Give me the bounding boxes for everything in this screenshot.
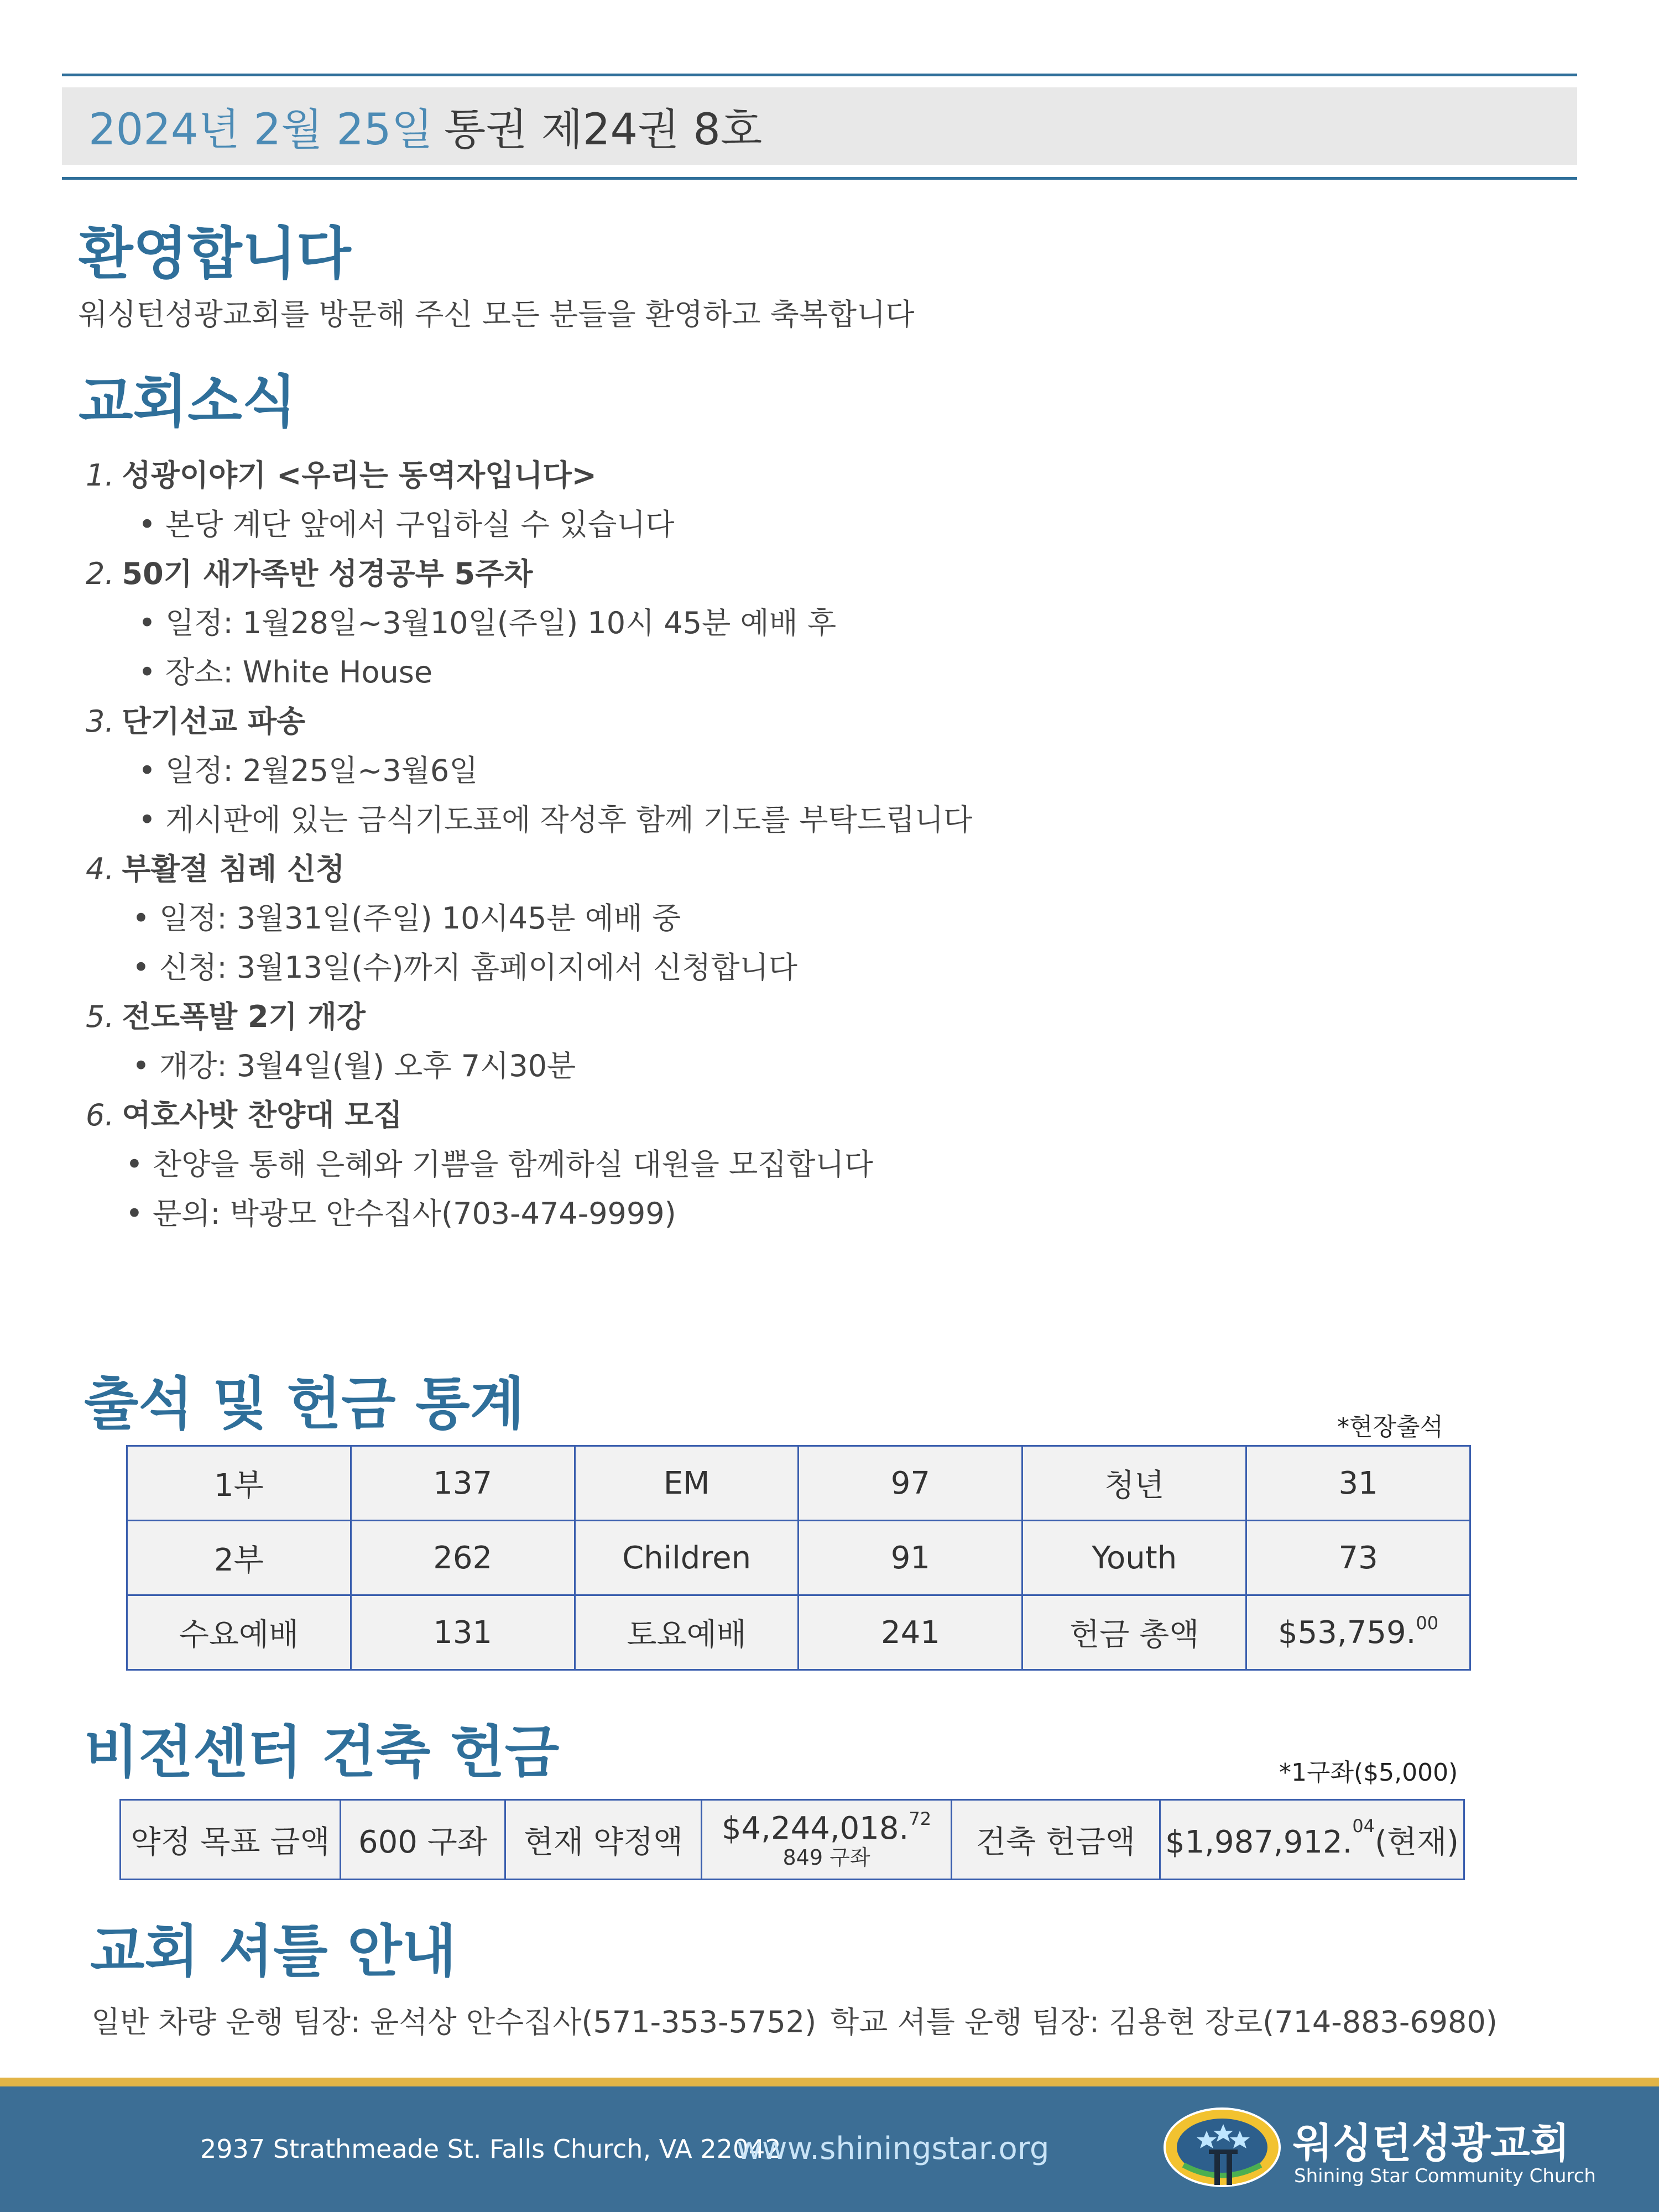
news-item-number: 2. — [86, 556, 114, 591]
table-cell: 97 — [799, 1446, 1022, 1521]
news-item-detail: • 게시판에 있는 금식기도표에 작성후 함께 기도를 부탁드립니다 — [138, 802, 973, 837]
news-list — [86, 451, 1413, 1238]
news-item — [86, 1091, 1413, 1140]
news-title: 교회소식 — [79, 369, 297, 435]
table-cell: 1부 — [127, 1446, 351, 1521]
building-title: 비전센터 건축 헌금 — [84, 1720, 560, 1786]
offering-value-cell — [1160, 1800, 1464, 1880]
footer-website-link[interactable]: www.shiningstar.org — [737, 2131, 1050, 2167]
news-item — [86, 451, 1413, 500]
stats-title: 출석 및 헌금 통계 — [84, 1371, 525, 1437]
table-cell: 73 — [1246, 1521, 1470, 1595]
issue-header — [62, 87, 1577, 165]
offering-amount: $1,987,912. — [1165, 1824, 1353, 1860]
pledge-cents: 72 — [909, 1808, 932, 1829]
church-name-english: Shining Star Community Church — [1294, 2165, 1596, 2187]
shuttle-general-contact: 일반 차량 운행 팀장: 윤석상 안수집사(571-353-5752) — [91, 2005, 817, 2039]
stats-table — [126, 1445, 1471, 1671]
shuttle-school-contact: 학교 셔틀 운행 팀장: 김용현 장로(714-883-6980) — [830, 2005, 1498, 2039]
news-item-detail: • 본당 계단 앞에서 구입하실 수 있습니다 — [138, 507, 675, 542]
news-item-detail: • 찬양을 통해 은혜와 기쁨을 함께하실 대원을 모집합니다 — [126, 1147, 873, 1182]
pledge-amount: $4,244,018. — [721, 1811, 909, 1846]
header-bottom-rule — [62, 177, 1577, 180]
welcome-title: 환영합니다 — [79, 221, 351, 287]
news-item-number: 1. — [86, 458, 114, 493]
news-item — [86, 992, 1413, 1041]
news-item-title: 50기 새가족반 성경공부 5주차 — [122, 556, 533, 591]
news-item-title: 부활절 침례 신청 — [122, 852, 345, 886]
issue-date: 2024년 2월 25일 — [88, 105, 434, 155]
pledge-label-cell: 현재 약정액 — [505, 1800, 702, 1880]
church-logo-icon — [1161, 2103, 1294, 2192]
news-item-detail: • 일정: 3월31일(주일) 10시45분 예배 중 — [132, 901, 681, 936]
offering-cents: 04 — [1352, 1815, 1375, 1837]
table-cell: 91 — [799, 1521, 1022, 1595]
offering-total-cell — [1246, 1595, 1470, 1670]
offering-total-cents: 00 — [1416, 1612, 1439, 1634]
table-cell: 2부 — [127, 1521, 351, 1595]
church-name-korean: 워싱턴성광교회 — [1293, 2120, 1570, 2167]
news-item-detail: • 일정: 2월25일~3월6일 — [138, 753, 478, 788]
table-cell: 31 — [1246, 1446, 1470, 1521]
footer-accent-line — [0, 2078, 1659, 2086]
issue-volume: 통권 제24권 8호 — [444, 105, 763, 155]
footer-address: 2937 Strathmeade St. Falls Church, VA 22042 — [200, 2134, 781, 2164]
table-cell: EM — [575, 1446, 799, 1521]
news-item-number: 3. — [86, 704, 114, 739]
footer — [0, 2086, 1659, 2212]
stats-note: *현장출석 — [1337, 1413, 1444, 1441]
offering-label-cell: 건축 헌금액 — [952, 1800, 1160, 1880]
news-item-detail: • 일정: 1월28일~3월10일(주일) 10시 45분 예배 후 — [138, 606, 837, 640]
table-cell: 헌금 총액 — [1022, 1595, 1246, 1670]
header-top-rule — [62, 74, 1577, 76]
news-item-number: 6. — [86, 1098, 114, 1133]
news-item-detail: • 신청: 3월13일(수)까지 홈페이지에서 신청합니다 — [132, 950, 797, 985]
table-cell: 131 — [351, 1595, 575, 1670]
pledge-value-cell — [702, 1800, 952, 1880]
news-item — [86, 844, 1413, 894]
table-cell: 262 — [351, 1521, 575, 1595]
news-item — [86, 697, 1413, 746]
table-cell: 241 — [799, 1595, 1022, 1670]
building-note: *1구좌($5,000) — [1279, 1759, 1458, 1787]
table-cell: Youth — [1022, 1521, 1246, 1595]
goal-label-cell: 약정 목표 금액 — [121, 1800, 341, 1880]
news-item-detail: • 문의: 박광모 안수집사(703-474-9999) — [126, 1196, 676, 1231]
welcome-text: 워싱턴성광교회를 방문해 주신 모든 분들을 환영하고 축복합니다 — [79, 297, 915, 332]
goal-value-cell: 600 구좌 — [341, 1800, 505, 1880]
table-row — [121, 1800, 1464, 1880]
news-item-title: 여호사밧 찬양대 모집 — [122, 1098, 403, 1133]
table-cell: 토요예배 — [575, 1595, 799, 1670]
table-cell: Children — [575, 1521, 799, 1595]
table-row — [127, 1521, 1470, 1595]
pledge-units: 849 구좌 — [782, 1845, 870, 1870]
news-item-title: 단기선교 파송 — [122, 704, 306, 739]
table-row — [127, 1595, 1470, 1670]
news-item — [86, 549, 1413, 598]
table-cell: 137 — [351, 1446, 575, 1521]
news-item-detail: • 개강: 3월4일(월) 오후 7시30분 — [132, 1048, 576, 1083]
offering-suffix: (현재) — [1375, 1824, 1459, 1860]
news-item-title: 성광이야기 <우리는 동역자입니다> — [122, 458, 597, 493]
offering-total-amount: $53,759. — [1278, 1614, 1416, 1651]
news-item-number: 5. — [86, 999, 114, 1034]
news-item-detail: • 장소: White House — [138, 655, 433, 690]
table-row — [127, 1446, 1470, 1521]
table-cell: 수요예배 — [127, 1595, 351, 1670]
shuttle-title: 교회 셔틀 안내 — [90, 1919, 457, 1985]
news-item-number: 4. — [86, 852, 114, 886]
news-item-title: 전도폭발 2기 개강 — [122, 999, 366, 1034]
table-cell: 청년 — [1022, 1446, 1246, 1521]
building-table — [119, 1799, 1465, 1880]
